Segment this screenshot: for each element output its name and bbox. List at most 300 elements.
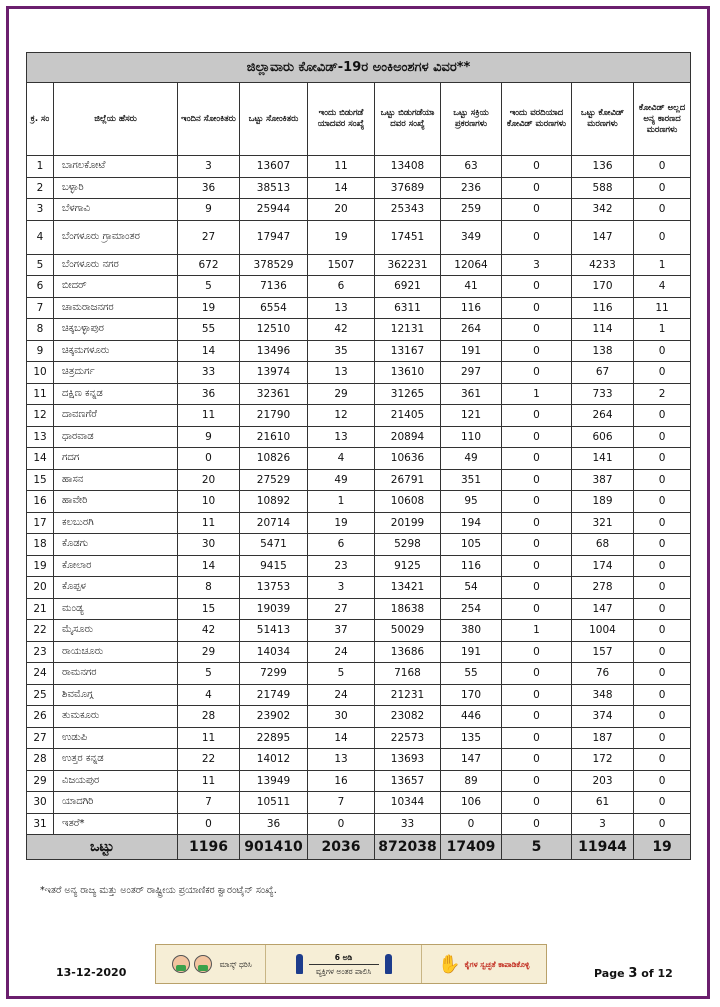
value-cell: 19039 — [240, 598, 308, 620]
value-cell: 7 — [178, 792, 240, 814]
value-cell: 11 — [178, 770, 240, 792]
distance-text: ವ್ಯಕ್ತಿಗಳ ಅಂತರ ಪಾಲಿಸಿ — [315, 966, 372, 976]
value-cell: 135 — [441, 727, 502, 749]
value-cell: 33 — [178, 362, 240, 384]
value-cell: 147 — [572, 220, 634, 254]
value-cell: 49 — [441, 448, 502, 470]
value-cell: 0 — [502, 555, 572, 577]
serial-cell: 19 — [27, 555, 54, 577]
hands-text: ಕೈಗಳ ಸ್ವಚ್ಛತೆ ಕಾಪಾಡಿಕೊಳ್ಳಿ — [464, 959, 530, 969]
value-cell: 10 — [178, 491, 240, 513]
table-row — [27, 405, 691, 427]
column-header: ಕೋವಿಡ್ ಅಲ್ಲದ ಅನ್ಯ ಕಾರಣದ ಮರಣಗಳು — [634, 83, 691, 156]
serial-cell: 11 — [27, 383, 54, 405]
table-row — [27, 663, 691, 685]
value-cell: 0 — [502, 448, 572, 470]
value-cell: 0 — [634, 512, 691, 534]
table-row — [27, 749, 691, 771]
value-cell: 4 — [634, 276, 691, 298]
value-cell: 446 — [441, 706, 502, 728]
district-name-cell: ಉತ್ತರ ಕನ್ನಡ — [54, 749, 178, 771]
person-icon — [385, 954, 392, 974]
footer-date: 13-12-2020 — [56, 966, 127, 979]
value-cell: 33 — [375, 813, 441, 835]
value-cell: 362231 — [375, 254, 441, 276]
serial-cell: 29 — [27, 770, 54, 792]
value-cell: 55 — [178, 319, 240, 341]
value-cell: 121 — [441, 405, 502, 427]
district-name-cell: ಬೀದರ್ — [54, 276, 178, 298]
district-name-cell: ಬಾಗಲಕೋಟೆ — [54, 156, 178, 178]
value-cell: 35 — [308, 340, 375, 362]
table-row — [27, 706, 691, 728]
value-cell: 13610 — [375, 362, 441, 384]
value-cell: 5298 — [375, 534, 441, 556]
value-cell: 0 — [502, 727, 572, 749]
value-cell: 11 — [178, 405, 240, 427]
value-cell: 0 — [502, 684, 572, 706]
value-cell: 0 — [634, 362, 691, 384]
district-name-cell: ಬೆಂಗಳೂರು ನಗರ — [54, 254, 178, 276]
column-header: ಒಟ್ಟು ಕೋವಿಡ್ ಮರಣಗಳು — [572, 83, 634, 156]
value-cell: 10826 — [240, 448, 308, 470]
table-row — [27, 813, 691, 835]
value-cell: 1 — [502, 620, 572, 642]
value-cell: 14034 — [240, 641, 308, 663]
district-name-cell: ಶಿವಮೊಗ್ಗ — [54, 684, 178, 706]
value-cell: 0 — [502, 156, 572, 178]
value-cell: 157 — [572, 641, 634, 663]
value-cell: 19 — [308, 220, 375, 254]
value-cell: 264 — [572, 405, 634, 427]
serial-cell: 4 — [27, 220, 54, 254]
value-cell: 20199 — [375, 512, 441, 534]
mask-segment — [156, 945, 266, 983]
hands-segment — [422, 945, 546, 983]
serial-cell: 8 — [27, 319, 54, 341]
value-cell: 13693 — [375, 749, 441, 771]
value-cell: 0 — [502, 749, 572, 771]
value-cell: 36 — [240, 813, 308, 835]
value-cell: 54 — [441, 577, 502, 599]
table-row — [27, 555, 691, 577]
value-cell: 17947 — [240, 220, 308, 254]
district-name-cell: ಬೆಳಗಾವಿ — [54, 199, 178, 221]
value-cell: 672 — [178, 254, 240, 276]
value-cell: 116 — [441, 297, 502, 319]
serial-cell: 30 — [27, 792, 54, 814]
table-row — [27, 297, 691, 319]
value-cell: 95 — [441, 491, 502, 513]
district-name-cell: ಚಾಮರಾಜನಗರ — [54, 297, 178, 319]
value-cell: 27 — [178, 220, 240, 254]
value-cell: 41 — [441, 276, 502, 298]
masked-face-icon — [172, 955, 190, 973]
serial-cell: 9 — [27, 340, 54, 362]
value-cell: 21231 — [375, 684, 441, 706]
value-cell: 25343 — [375, 199, 441, 221]
value-cell: 0 — [634, 199, 691, 221]
value-cell: 0 — [634, 706, 691, 728]
district-name-cell: ತುಮಕೂರು — [54, 706, 178, 728]
district-name-cell: ಇತರೆ* — [54, 813, 178, 835]
district-name-cell: ಚಿಕ್ಕಮಗಳೂರು — [54, 340, 178, 362]
value-cell: 588 — [572, 177, 634, 199]
value-cell: 1 — [634, 319, 691, 341]
value-cell: 14 — [308, 727, 375, 749]
serial-cell: 14 — [27, 448, 54, 470]
value-cell: 6311 — [375, 297, 441, 319]
value-cell: 351 — [441, 469, 502, 491]
value-cell: 0 — [634, 469, 691, 491]
table-row — [27, 199, 691, 221]
district-name-cell: ದಕ್ಷಿಣ ಕನ್ನಡ — [54, 383, 178, 405]
mask-text: ಮಾಸ್ಕ್ ಧರಿಸಿ — [219, 959, 252, 969]
table-row — [27, 491, 691, 513]
value-cell: 606 — [572, 426, 634, 448]
value-cell: 342 — [572, 199, 634, 221]
total-value-cell: 17409 — [441, 835, 502, 860]
table-row — [27, 469, 691, 491]
table-row — [27, 254, 691, 276]
value-cell: 0 — [634, 620, 691, 642]
value-cell: 0 — [634, 448, 691, 470]
serial-cell: 16 — [27, 491, 54, 513]
value-cell: 374 — [572, 706, 634, 728]
value-cell: 4 — [178, 684, 240, 706]
value-cell: 13974 — [240, 362, 308, 384]
district-name-cell: ಕೊಪ್ಪಳ — [54, 577, 178, 599]
person-icon — [296, 954, 303, 974]
value-cell: 30 — [308, 706, 375, 728]
value-cell: 0 — [502, 641, 572, 663]
total-value-cell: 2036 — [308, 835, 375, 860]
table-row — [27, 426, 691, 448]
value-cell: 61 — [572, 792, 634, 814]
value-cell: 13421 — [375, 577, 441, 599]
value-cell: 42 — [308, 319, 375, 341]
value-cell: 10608 — [375, 491, 441, 513]
value-cell: 10636 — [375, 448, 441, 470]
value-cell: 7 — [308, 792, 375, 814]
value-cell: 138 — [572, 340, 634, 362]
table-body — [27, 156, 691, 835]
value-cell: 21749 — [240, 684, 308, 706]
value-cell: 0 — [502, 362, 572, 384]
column-header: ಒಟ್ಟು ಸಕ್ರಿಯ ಪ್ರಕರಣಗಳು — [441, 83, 502, 156]
value-cell: 55 — [441, 663, 502, 685]
value-cell: 23902 — [240, 706, 308, 728]
footnote: *ಇತರೆ ಅನ್ಯ ರಾಜ್ಯ ಮತ್ತು ಅಂತರ್ ರಾಷ್ಟ್ರೀಯ ಪ್ರಯಾಣಿಕರ ಕ್ವಾರಂಟೈನ್ ಸಂಖ್ಯೆ. — [40, 885, 277, 896]
value-cell: 13408 — [375, 156, 441, 178]
value-cell: 3 — [502, 254, 572, 276]
serial-cell: 7 — [27, 297, 54, 319]
value-cell: 0 — [634, 684, 691, 706]
value-cell: 18638 — [375, 598, 441, 620]
district-name-cell: ಚಿಕ್ಕಬಳ್ಳಾಪುರ — [54, 319, 178, 341]
value-cell: 0 — [502, 426, 572, 448]
column-header: ಜಿಲ್ಲೆಯ ಹೆಸರು — [54, 83, 178, 156]
district-name-cell: ಧಾರವಾಡ — [54, 426, 178, 448]
value-cell: 5 — [178, 663, 240, 685]
value-cell: 203 — [572, 770, 634, 792]
value-cell: 0 — [634, 641, 691, 663]
value-cell: 0 — [178, 813, 240, 835]
value-cell: 14012 — [240, 749, 308, 771]
district-name-cell: ದಾವಣಗೆರೆ — [54, 405, 178, 427]
table-row — [27, 598, 691, 620]
value-cell: 13167 — [375, 340, 441, 362]
value-cell: 189 — [572, 491, 634, 513]
masked-face-icon — [194, 955, 212, 973]
value-cell: 1004 — [572, 620, 634, 642]
value-cell: 19 — [178, 297, 240, 319]
table-row — [27, 220, 691, 254]
value-cell: 12131 — [375, 319, 441, 341]
value-cell: 141 — [572, 448, 634, 470]
value-cell: 36 — [178, 177, 240, 199]
value-cell: 49 — [308, 469, 375, 491]
table-row — [27, 383, 691, 405]
value-cell: 13496 — [240, 340, 308, 362]
value-cell: 6921 — [375, 276, 441, 298]
page-number: Page 3 of 12 — [594, 966, 673, 981]
value-cell: 28 — [178, 706, 240, 728]
value-cell: 0 — [634, 340, 691, 362]
district-name-cell: ಚಿತ್ರದುರ್ಗ — [54, 362, 178, 384]
value-cell: 0 — [634, 534, 691, 556]
value-cell: 236 — [441, 177, 502, 199]
value-cell: 13949 — [240, 770, 308, 792]
value-cell: 20894 — [375, 426, 441, 448]
table-row — [27, 448, 691, 470]
value-cell: 30 — [178, 534, 240, 556]
district-name-cell: ಬೆಂಗಳೂರು ಗ್ರಾಮಾಂತರ — [54, 220, 178, 254]
value-cell: 0 — [634, 555, 691, 577]
column-header: ಇಂದು ವರದಿಯಾದ ಕೋವಿಡ್ ಮರಣಗಳು — [502, 83, 572, 156]
value-cell: 21790 — [240, 405, 308, 427]
value-cell: 6554 — [240, 297, 308, 319]
district-name-cell: ಯಾದಗಿರಿ — [54, 792, 178, 814]
serial-cell: 23 — [27, 641, 54, 663]
value-cell: 0 — [502, 813, 572, 835]
district-name-cell: ಕೋಲಾರ — [54, 555, 178, 577]
value-cell: 0 — [502, 405, 572, 427]
value-cell: 0 — [502, 577, 572, 599]
value-cell: 14 — [308, 177, 375, 199]
covid-stats-table — [26, 52, 691, 860]
value-cell: 0 — [634, 770, 691, 792]
value-cell: 24 — [308, 684, 375, 706]
value-cell: 0 — [634, 749, 691, 771]
value-cell: 361 — [441, 383, 502, 405]
column-header: ಇಂದಿನ ಸೋಂಕಿತರು — [178, 83, 240, 156]
value-cell: 89 — [441, 770, 502, 792]
serial-cell: 13 — [27, 426, 54, 448]
table-row — [27, 684, 691, 706]
value-cell: 9 — [178, 199, 240, 221]
value-cell: 278 — [572, 577, 634, 599]
value-cell: 15 — [178, 598, 240, 620]
total-value-cell: 1196 — [178, 835, 240, 860]
value-cell: 12 — [308, 405, 375, 427]
value-cell: 37689 — [375, 177, 441, 199]
value-cell: 1 — [502, 383, 572, 405]
value-cell: 116 — [441, 555, 502, 577]
value-cell: 5 — [308, 663, 375, 685]
serial-cell: 28 — [27, 749, 54, 771]
district-name-cell: ವಿಜಯಪುರ — [54, 770, 178, 792]
value-cell: 20714 — [240, 512, 308, 534]
total-label: ಒಟ್ಟು — [27, 835, 178, 860]
district-name-cell: ರಾಯಚೂರು — [54, 641, 178, 663]
value-cell: 0 — [502, 770, 572, 792]
value-cell: 194 — [441, 512, 502, 534]
value-cell: 0 — [502, 491, 572, 513]
value-cell: 22 — [178, 749, 240, 771]
value-cell: 9125 — [375, 555, 441, 577]
value-cell: 191 — [441, 340, 502, 362]
value-cell: 26791 — [375, 469, 441, 491]
value-cell: 1 — [634, 254, 691, 276]
value-cell: 0 — [502, 663, 572, 685]
distance-arrow-icon — [309, 964, 379, 965]
district-name-cell: ಹಾಸನ — [54, 469, 178, 491]
serial-cell: 25 — [27, 684, 54, 706]
value-cell: 5471 — [240, 534, 308, 556]
district-name-cell: ಹಾವೇರಿ — [54, 491, 178, 513]
value-cell: 13607 — [240, 156, 308, 178]
table-row — [27, 727, 691, 749]
value-cell: 348 — [572, 684, 634, 706]
value-cell: 14 — [178, 555, 240, 577]
value-cell: 172 — [572, 749, 634, 771]
value-cell: 1 — [308, 491, 375, 513]
serial-cell: 6 — [27, 276, 54, 298]
value-cell: 0 — [308, 813, 375, 835]
value-cell: 20 — [178, 469, 240, 491]
column-header: ಒಟ್ಟು ಸೋಂಕಿತರು — [240, 83, 308, 156]
value-cell: 6 — [308, 534, 375, 556]
serial-cell: 3 — [27, 199, 54, 221]
district-name-cell: ಕೊಡಗು — [54, 534, 178, 556]
value-cell: 110 — [441, 426, 502, 448]
serial-cell: 26 — [27, 706, 54, 728]
value-cell: 20 — [308, 199, 375, 221]
serial-cell: 27 — [27, 727, 54, 749]
value-cell: 0 — [634, 727, 691, 749]
value-cell: 27 — [308, 598, 375, 620]
value-cell: 67 — [572, 362, 634, 384]
total-value-cell: 11944 — [572, 835, 634, 860]
value-cell: 264 — [441, 319, 502, 341]
value-cell: 105 — [441, 534, 502, 556]
value-cell: 147 — [572, 598, 634, 620]
value-cell: 0 — [502, 512, 572, 534]
value-cell: 187 — [572, 727, 634, 749]
distance-segment — [266, 945, 421, 983]
district-name-cell: ರಾಮನಗರ — [54, 663, 178, 685]
value-cell: 0 — [502, 199, 572, 221]
value-cell: 297 — [441, 362, 502, 384]
value-cell: 0 — [634, 177, 691, 199]
total-value-cell: 901410 — [240, 835, 308, 860]
covid-table-container — [26, 52, 690, 860]
value-cell: 14 — [178, 340, 240, 362]
total-value-cell: 5 — [502, 835, 572, 860]
value-cell: 3 — [178, 156, 240, 178]
value-cell: 259 — [441, 199, 502, 221]
district-name-cell: ಮಂಡ್ಯ — [54, 598, 178, 620]
district-name-cell: ಗದಗ — [54, 448, 178, 470]
district-name-cell: ಉಡುಪಿ — [54, 727, 178, 749]
value-cell: 9415 — [240, 555, 308, 577]
value-cell: 0 — [634, 792, 691, 814]
table-row — [27, 177, 691, 199]
serial-cell: 1 — [27, 156, 54, 178]
serial-cell: 12 — [27, 405, 54, 427]
value-cell: 21405 — [375, 405, 441, 427]
value-cell: 0 — [502, 276, 572, 298]
serial-cell: 15 — [27, 469, 54, 491]
table-row — [27, 770, 691, 792]
value-cell: 0 — [502, 297, 572, 319]
table-row — [27, 319, 691, 341]
value-cell: 13 — [308, 297, 375, 319]
value-cell: 4233 — [572, 254, 634, 276]
total-value-cell: 872038 — [375, 835, 441, 860]
value-cell: 17451 — [375, 220, 441, 254]
value-cell: 11 — [634, 297, 691, 319]
value-cell: 174 — [572, 555, 634, 577]
value-cell: 50029 — [375, 620, 441, 642]
value-cell: 12510 — [240, 319, 308, 341]
value-cell: 0 — [502, 792, 572, 814]
value-cell: 0 — [441, 813, 502, 835]
value-cell: 11 — [308, 156, 375, 178]
value-cell: 13 — [308, 749, 375, 771]
handwash-icon: ✋ — [438, 953, 461, 975]
value-cell: 24 — [308, 641, 375, 663]
value-cell: 378529 — [240, 254, 308, 276]
value-cell: 13 — [308, 362, 375, 384]
value-cell: 23 — [308, 555, 375, 577]
value-cell: 3 — [308, 577, 375, 599]
value-cell: 25944 — [240, 199, 308, 221]
value-cell: 10892 — [240, 491, 308, 513]
value-cell: 36 — [178, 383, 240, 405]
value-cell: 170 — [441, 684, 502, 706]
value-cell: 2 — [634, 383, 691, 405]
value-cell: 0 — [502, 469, 572, 491]
value-cell: 0 — [634, 598, 691, 620]
value-cell: 27529 — [240, 469, 308, 491]
value-cell: 13686 — [375, 641, 441, 663]
value-cell: 349 — [441, 220, 502, 254]
value-cell: 76 — [572, 663, 634, 685]
value-cell: 0 — [502, 598, 572, 620]
serial-cell: 31 — [27, 813, 54, 835]
value-cell: 22895 — [240, 727, 308, 749]
value-cell: 13753 — [240, 577, 308, 599]
value-cell: 22573 — [375, 727, 441, 749]
value-cell: 0 — [502, 534, 572, 556]
table-row — [27, 792, 691, 814]
distance-value: 6 ಅಡಿ — [334, 952, 353, 962]
value-cell: 1507 — [308, 254, 375, 276]
table-row — [27, 641, 691, 663]
value-cell: 0 — [634, 577, 691, 599]
